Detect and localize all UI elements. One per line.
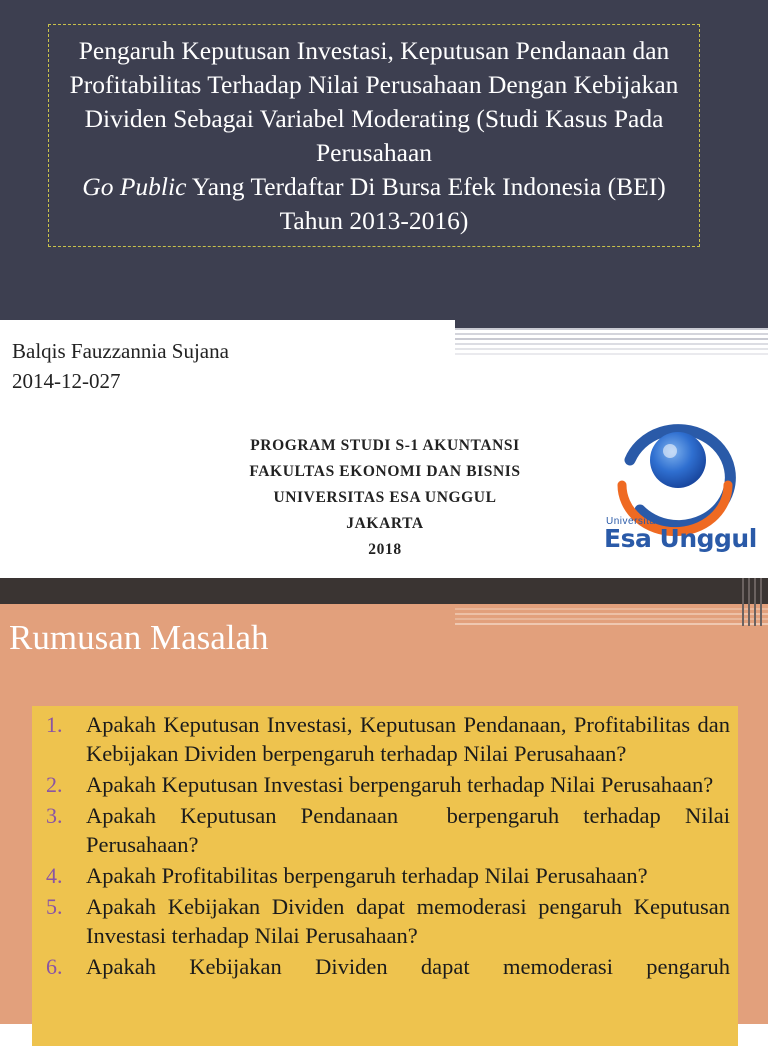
item-text: Apakah Keputusan Investasi, Keputusan Pendanaan, Profitabilitas dan Kebijakan Dividen berpengaruh terhadap Nilai Perusahaan?	[86, 712, 730, 766]
item-number: 2.	[46, 772, 63, 797]
author-id: 2014-12-027	[12, 369, 121, 393]
item-number: 4.	[46, 863, 63, 888]
author-name: Balqis Fauzzannia Sujana	[12, 339, 229, 363]
item-text: Apakah Profitabilitas berpengaruh terhadap Nilai Perusahaan?	[86, 863, 648, 888]
questions-panel	[32, 706, 738, 1046]
item-text: Apakah Kebijakan Dividen dapat memoderasi pengaruh	[86, 954, 730, 979]
corner-stripes	[738, 578, 768, 626]
item-number: 1.	[46, 712, 63, 737]
list-item	[32, 801, 738, 859]
problem-statement-slide	[0, 578, 768, 1024]
program-line: PROGRAM STUDI S-1 AKUNTANSI	[250, 437, 520, 454]
item-text: Apakah Keputusan Pendanaan berpengaruh terhadap Nilai Perusahaan?	[86, 803, 736, 857]
program-info	[180, 433, 590, 563]
decorative-stripes	[455, 320, 768, 360]
list-item	[32, 892, 738, 950]
program-line: FAKULTAS EKONOMI DAN BISNIS	[249, 463, 521, 480]
item-number: 3.	[46, 803, 63, 828]
item-text: Apakah Kebijakan Dividen dapat memoderasi pengaruh Keputusan Investasi terhadap Nilai Perusahaan?	[86, 894, 730, 948]
list-item	[32, 770, 738, 799]
list-item	[32, 861, 738, 890]
title-italic-phrase: Go Public	[82, 171, 187, 201]
author-block	[12, 336, 229, 396]
list-item	[32, 710, 738, 768]
slide-top-band	[0, 578, 768, 604]
presentation-title	[59, 34, 689, 238]
logo-caption: Universitas	[606, 516, 661, 527]
program-line: 2018	[368, 541, 402, 558]
title-part-1: Pengaruh Keputusan Investasi, Keputusan Pendanaan dan Profitabilitas Terhadap Nilai Perusahaan Dengan Kebijakan Dividen Sebagai Variabel Moderating (Studi Kasus Pada Perusahaan	[69, 35, 679, 167]
item-number: 5.	[46, 894, 63, 919]
program-line: JAKARTA	[346, 515, 424, 532]
logo-wordmark: Esa Unggul	[604, 524, 757, 553]
item-number: 6.	[46, 954, 63, 979]
questions-list	[32, 710, 738, 983]
title-header-band	[0, 0, 768, 320]
decorative-stripes	[455, 604, 768, 632]
slide-title: Rumusan Masalah	[9, 618, 269, 657]
item-text: Apakah Keputusan Investasi berpengaruh terhadap Nilai Perusahaan?	[86, 772, 714, 797]
title-part-2: Yang Terdaftar Di Bursa Efek Indonesia (BEI) Tahun 2013-2016)	[191, 171, 666, 235]
list-item	[32, 952, 738, 981]
program-line: UNIVERSITAS ESA UNGGUL	[273, 489, 497, 506]
title-frame	[48, 24, 700, 247]
